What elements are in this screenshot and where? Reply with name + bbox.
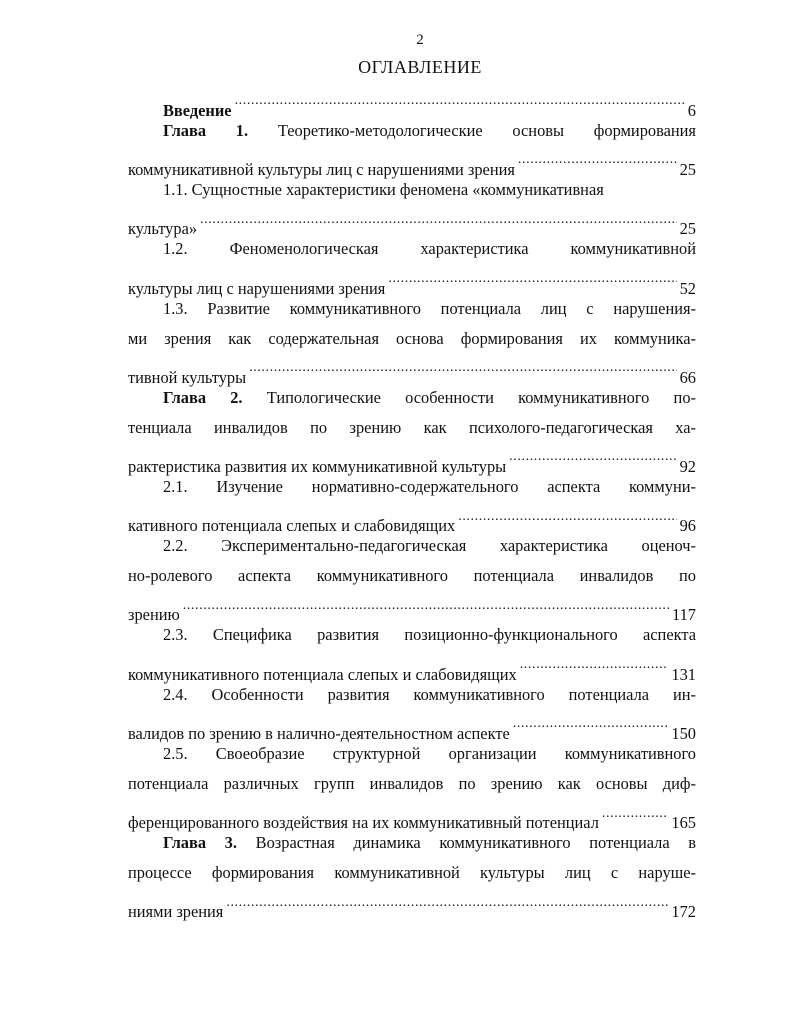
toc-entry-1-2 bbox=[128, 234, 696, 298]
entry-text: 2.5. Своеобразие структурной организации коммуникативного bbox=[163, 744, 696, 764]
entry-text: Теоретико-методологические основы формирования bbox=[277, 120, 696, 140]
entry-text: культуры лиц с нарушениями зрения bbox=[128, 278, 386, 298]
entry-page: 131 bbox=[671, 664, 696, 684]
toc-entry-2-3 bbox=[128, 620, 696, 684]
page-number: 2 bbox=[416, 32, 424, 48]
entry-text: 2.4. Особенности развития коммуникативного потенциала ин- bbox=[163, 684, 696, 704]
toc-entry-chapter-3 bbox=[128, 828, 696, 922]
dot-leader bbox=[602, 799, 669, 829]
entry-label: Введение bbox=[163, 100, 232, 120]
entry-text: тивной культуры bbox=[128, 367, 247, 387]
toc-entry-2-5 bbox=[128, 739, 696, 833]
entry-text: рактеристика развития их коммуникативной культуры bbox=[128, 456, 507, 476]
toc-entry-1-3 bbox=[128, 294, 696, 387]
dot-leader bbox=[388, 264, 676, 294]
dot-leader bbox=[183, 591, 669, 621]
toc-title: ОГЛАВЛЕНИЕ bbox=[358, 57, 482, 77]
entry-text: ми зрения как содержательная основа формирования их коммуника- bbox=[128, 328, 696, 348]
entry-page: 52 bbox=[679, 278, 696, 298]
dot-leader bbox=[520, 650, 669, 680]
toc-entry-chapter-1 bbox=[128, 116, 696, 180]
dot-leader bbox=[518, 145, 677, 175]
entry-page: 165 bbox=[671, 813, 696, 833]
entry-text: 1.2. Феноменологическая характеристика коммуникативной bbox=[163, 239, 696, 259]
dot-leader bbox=[513, 709, 669, 739]
chapter-label: Глава 1. bbox=[163, 120, 249, 140]
entry-page: 96 bbox=[679, 516, 696, 536]
entry-text: культура» bbox=[128, 219, 198, 239]
entry-page: 172 bbox=[671, 902, 696, 922]
entry-text: коммуникативного потенциала слепых и слабовидящих bbox=[128, 664, 517, 684]
entry-page: 25 bbox=[679, 219, 696, 239]
entry-text: ниями зрения bbox=[128, 902, 224, 922]
entry-text: Возрастная динамика коммуникативного потенциала в bbox=[255, 833, 696, 853]
entry-text: 1.1. Сущностные характеристики феномена «коммуникативная bbox=[163, 180, 604, 200]
entry-text: 2.1. Изучение нормативно-содержательного аспекта коммуни- bbox=[163, 476, 696, 496]
entry-text: Типологические особенности коммуникативного по- bbox=[266, 387, 696, 407]
dot-leader bbox=[226, 888, 668, 918]
dot-leader bbox=[458, 502, 676, 532]
entry-text: зрению bbox=[128, 605, 180, 625]
entry-page: 66 bbox=[679, 367, 696, 387]
toc-entry-1-1 bbox=[128, 175, 696, 239]
entry-text: ференцированного воздействия на их коммуникативный потенциал bbox=[128, 813, 599, 833]
entry-page: 25 bbox=[679, 160, 696, 180]
dot-leader bbox=[200, 205, 677, 235]
chapter-label: Глава 2. bbox=[163, 387, 243, 407]
entry-page: 6 bbox=[687, 100, 696, 120]
entry-page: 150 bbox=[671, 724, 696, 744]
table-of-contents bbox=[128, 86, 696, 922]
entry-text: потенциала различных групп инвалидов по зрению как основы диф- bbox=[128, 773, 696, 793]
toc-entry-chapter-2 bbox=[128, 383, 696, 476]
entry-text: 2.2. Экспериментально-педагогическая характеристика оценоч- bbox=[163, 536, 696, 556]
entry-text: процессе формирования коммуникативной культуры лиц с наруше- bbox=[128, 862, 696, 882]
entry-text: 2.3. Специфика развития позиционно-функционального аспекта bbox=[163, 625, 696, 645]
entry-text: тенциала инвалидов по зрению как психолого-педагогическая ха- bbox=[128, 417, 696, 437]
entry-text: коммуникативной культуры лиц с нарушениями зрения bbox=[128, 160, 515, 180]
entry-text: но-ролевого аспекта коммуникативного потенциала инвалидов по bbox=[128, 566, 696, 585]
dot-leader bbox=[235, 86, 685, 116]
entry-text: кативного потенциала слепых и слабовидящих bbox=[128, 516, 456, 536]
toc-entry-introduction bbox=[128, 86, 696, 120]
chapter-label: Глава 3. bbox=[163, 833, 237, 853]
toc-entry-2-4 bbox=[128, 680, 696, 744]
dot-leader bbox=[509, 442, 676, 472]
entry-page: 92 bbox=[679, 456, 696, 476]
toc-entry-2-1 bbox=[128, 472, 696, 536]
entry-text: 1.3. Развитие коммуникативного потенциала лиц с нарушения- bbox=[163, 298, 696, 318]
entry-text: валидов по зрению в налично-деятельностном аспекте bbox=[128, 724, 510, 744]
dot-leader bbox=[249, 353, 677, 383]
entry-page: 117 bbox=[672, 605, 696, 625]
toc-entry-2-2 bbox=[128, 531, 696, 625]
